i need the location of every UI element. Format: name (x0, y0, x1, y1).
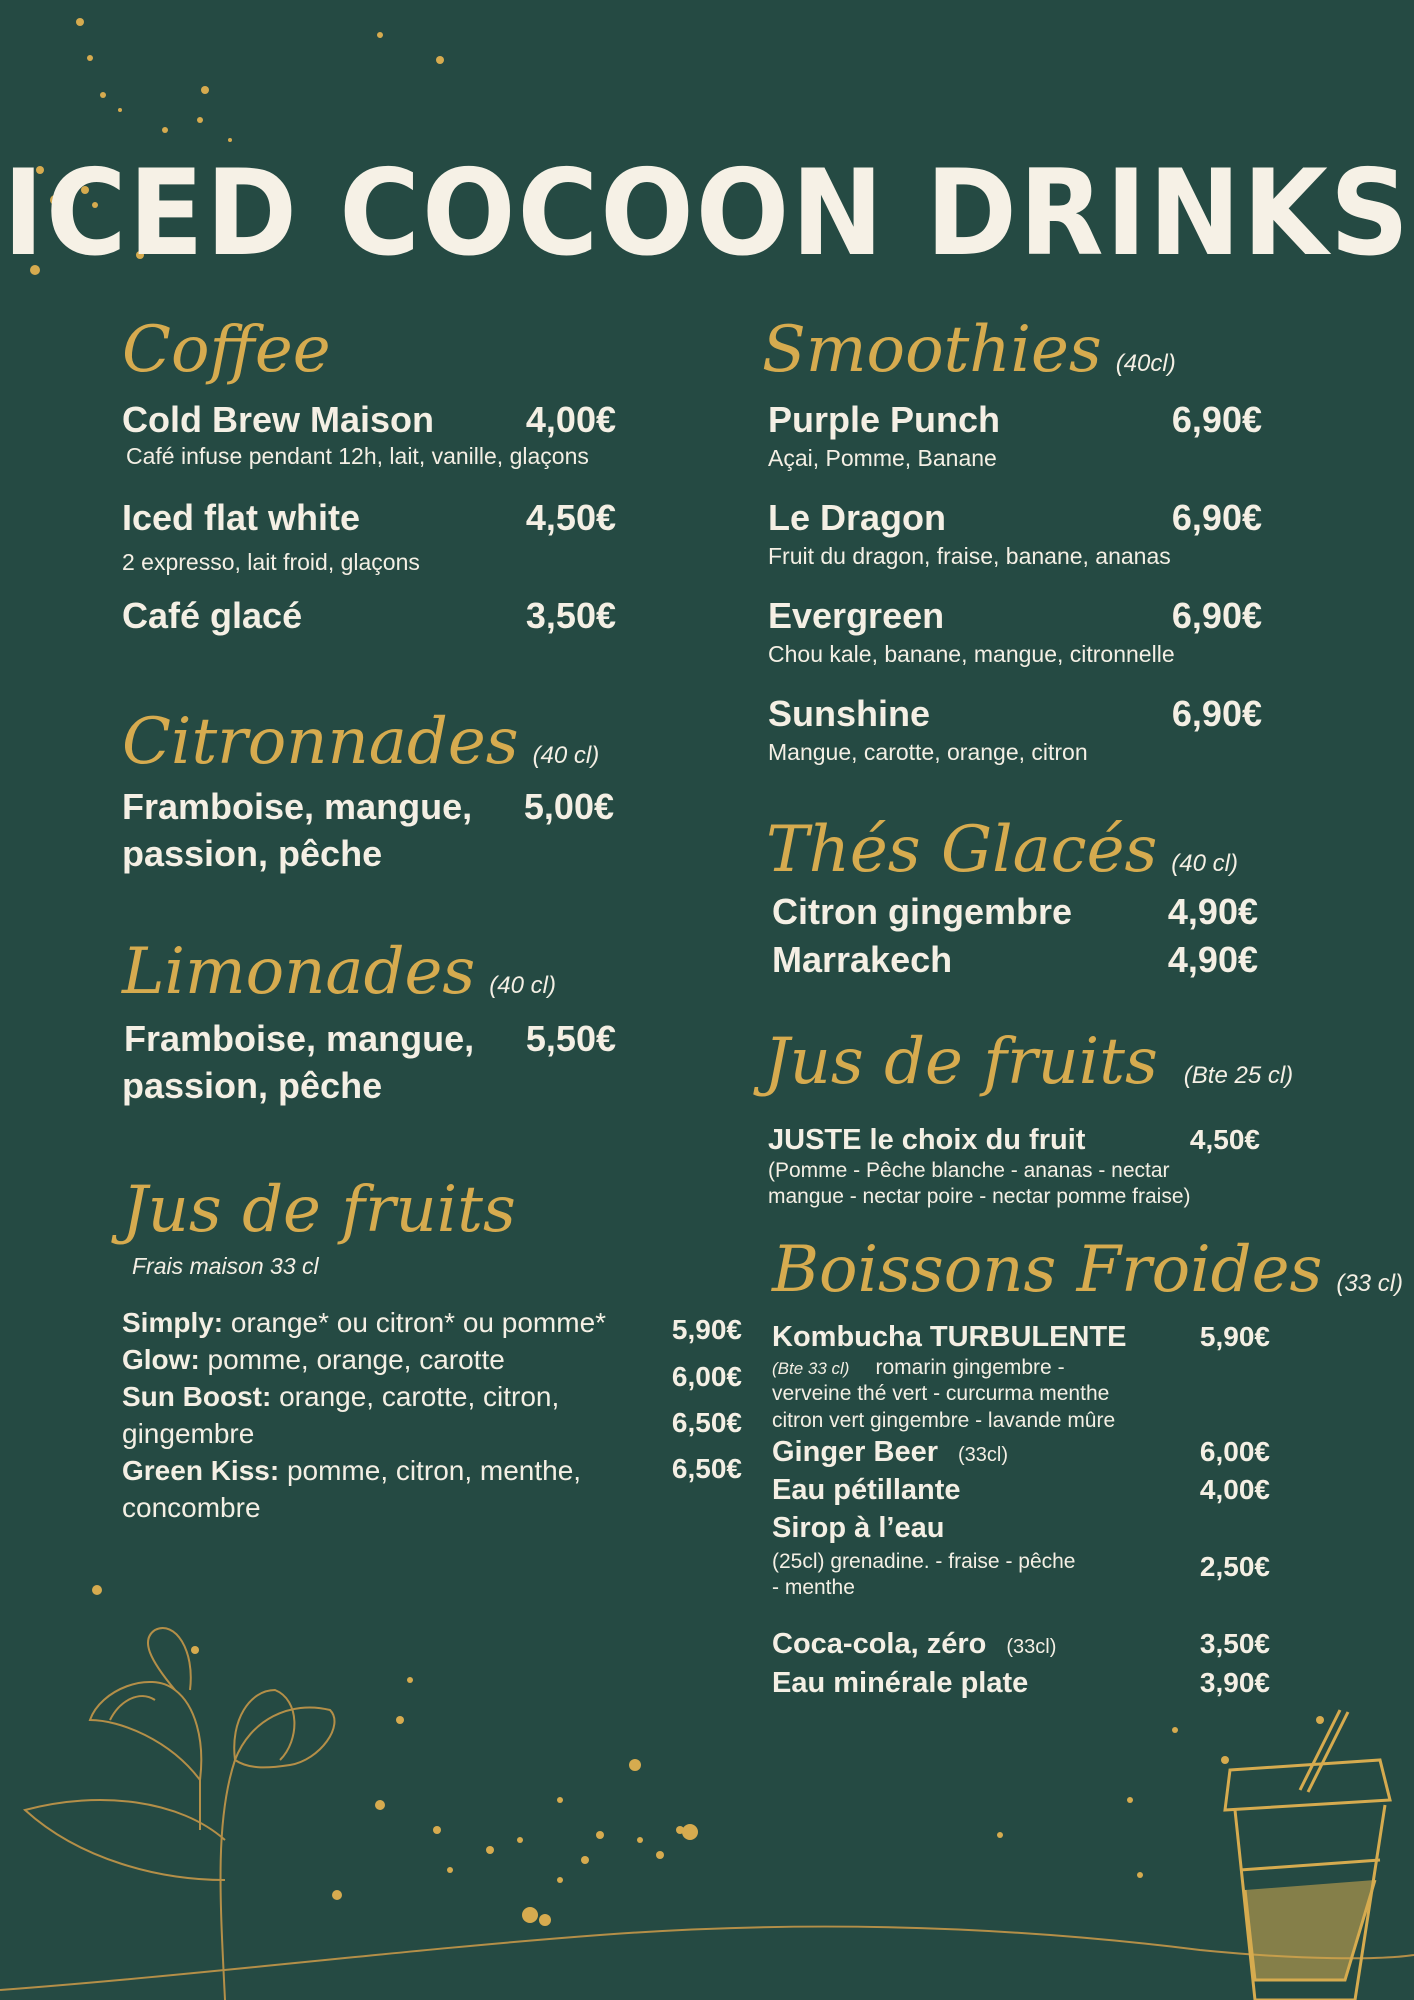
menu-item-name: Framboise, mangue, (122, 786, 473, 827)
section-heading-limonades: Limonades (40 cl) (122, 935, 556, 1009)
menu-item-name: Eau pétillante (772, 1474, 961, 1506)
menu-item-name: Sunshine (768, 693, 931, 734)
menu-item-description: (Pomme - Pêche blanche - ananas - nectar mangue - nectar poire - nectar pomme fraise) (768, 1159, 1191, 1209)
menu-item-price: 3,90€ (1199, 1667, 1270, 1698)
menu-item-description: Açai, Pomme, Banane (768, 445, 997, 471)
menu-item-description: 2 expresso, lait froid, glaçons (122, 549, 420, 575)
menu-item-price: 6,90€ (1171, 399, 1262, 440)
juice-item: Green Kiss: pomme, citron, menthe, (122, 1455, 582, 1486)
menu-item-price: 6,00€ (1199, 1436, 1270, 1467)
iced-cup-drawing (1225, 1710, 1390, 2000)
menu-item-name: Cold Brew Maison (122, 399, 435, 440)
juice-item: Glow: pomme, orange, carotte (122, 1344, 505, 1375)
menu-item-price: 2,50€ (1199, 1551, 1270, 1582)
menu-item-price: 5,50€ (525, 1018, 616, 1059)
menu-item-name: Framboise, mangue, (124, 1018, 475, 1059)
section-heading-thes-glaces: Thés Glacés (40 cl) (766, 813, 1238, 887)
menu-item-price: 4,90€ (1167, 891, 1258, 932)
menu-item-name: JUSTE le choix du fruit (768, 1124, 1086, 1156)
menu-item-price: 4,50€ (1189, 1124, 1260, 1155)
juice-price: 6,50€ (671, 1407, 742, 1438)
juice-price: 6,50€ (671, 1453, 742, 1484)
menu-item-description: Fruit du dragon, fraise, banane, ananas (768, 543, 1171, 569)
juice-price: 6,00€ (671, 1361, 742, 1392)
section-subtitle: Frais maison 33 cl (132, 1253, 319, 1279)
menu-item-name: Purple Punch (768, 399, 1001, 440)
menu-item-name: Iced flat white (122, 497, 361, 538)
section-heading-coffee: Coffee (122, 313, 331, 387)
menu-item-name: Café glacé (122, 595, 303, 636)
section-heading-boissons-froides: Boissons Froides (33 cl) (772, 1233, 1404, 1307)
menu-item-description: (Bte 33 cl) romarin gingembre - verveine thé vert - curcurma menthe citron vert gingembre - lavande mûre (772, 1356, 1116, 1432)
menu-item-name: Kombucha TURBULENTE (772, 1321, 1127, 1353)
juice-item: Sun Boost: orange, carotte, citron, (122, 1381, 560, 1412)
menu-item-description: Chou kale, banane, mangue, citronnelle (768, 641, 1175, 667)
menu-item-price: 4,90€ (1167, 939, 1258, 980)
menu-item-name: Eau minérale plate (772, 1667, 1029, 1699)
menu-item-name: Ginger Beer (33cl) (772, 1436, 1009, 1468)
juice-list (122, 1304, 662, 1526)
menu-item-price: 6,90€ (1171, 693, 1262, 734)
juice-price: 5,90€ (671, 1314, 742, 1345)
menu-item-name-continued: passion, pêche (122, 833, 383, 874)
menu-item-price: 6,90€ (1171, 497, 1262, 538)
menu-item-name: Le Dragon (768, 497, 947, 538)
section-heading-jus-de-fruits: Jus de fruits (122, 1173, 516, 1247)
menu-item-price: 3,50€ (525, 595, 616, 636)
menu-item-name-continued: passion, pêche (122, 1065, 383, 1106)
menu-item-price: 4,50€ (525, 497, 616, 538)
menu-item-price: 5,00€ (523, 786, 614, 827)
menu-item-name: Evergreen (768, 595, 945, 636)
gold-dots-bottom (92, 1585, 1324, 1926)
menu-item-price: 6,90€ (1171, 595, 1262, 636)
menu-item-name: Sirop à l’eau (772, 1512, 945, 1544)
menu-item-name: Marrakech (772, 939, 953, 980)
juice-item-continued: gingembre (122, 1418, 255, 1449)
menu-item-price: 5,90€ (1199, 1321, 1270, 1352)
menu-item-name: Citron gingembre (772, 891, 1073, 932)
menu-item-name: Coca-cola, zéro (33cl) (772, 1628, 1057, 1660)
section-heading-citronnades: Citronnades (40 cl) (122, 705, 600, 779)
menu-item-price: 4,00€ (1199, 1474, 1270, 1505)
menu-item-description: (25cl) grenadine. - fraise - pêche - menthe (772, 1550, 1076, 1600)
page-title: ICED COCOON DRINKS (2, 143, 1412, 283)
menu-item-price: 3,50€ (1199, 1628, 1270, 1659)
menu-item-description: Mangue, carotte, orange, citron (768, 739, 1088, 765)
section-heading-jus-de-fruits-bte: Jus de fruits (Bte 25 cl) (764, 1025, 1294, 1099)
section-heading-smoothies: Smoothies (40cl) (762, 313, 1176, 387)
juice-item-continued: concombre (122, 1492, 261, 1523)
juice-item: Simply: orange* ou citron* ou pomme* (122, 1307, 607, 1338)
menu-item-description: Café infuse pendant 12h, lait, vanille, glaçons (126, 443, 589, 469)
menu-item-price: 4,00€ (525, 399, 616, 440)
